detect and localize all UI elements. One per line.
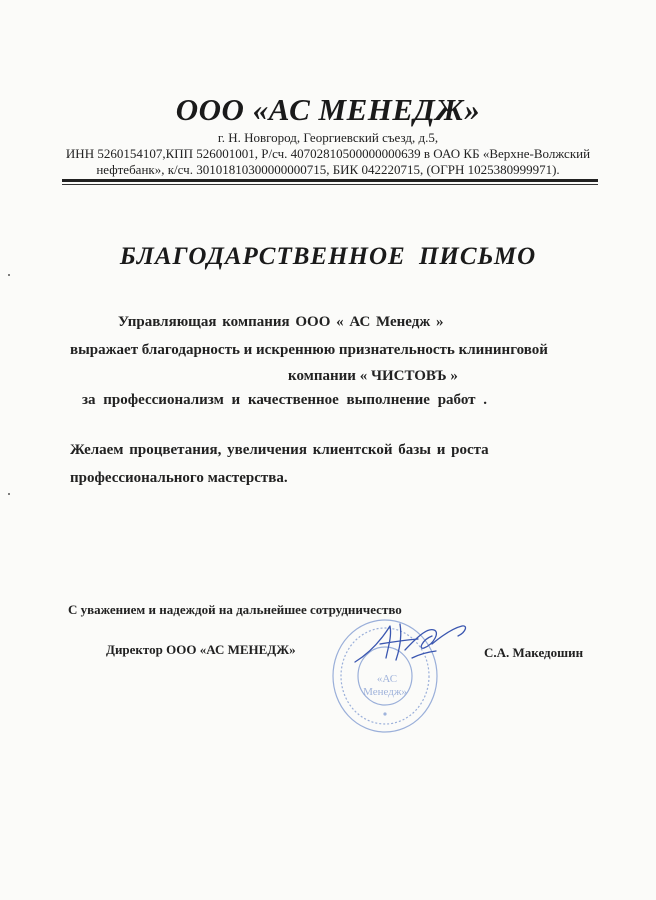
director-signature-icon xyxy=(350,614,480,674)
address-line-1: г. Н. Новгород, Георгиевский съезд, д.5, xyxy=(217,130,439,145)
body-line-2: выражает благодарность и искреннюю признательность клининговой xyxy=(70,342,548,358)
signatory-position: Директор ООО «АС МЕНЕДЖ» xyxy=(106,642,296,657)
address-line-2: ИНН 5260154107,КПП 526001001, Р/сч. 40702810500000000639 в ОАО КБ «Верхне-Волжский xyxy=(65,146,591,161)
body-line-4: за профессионализм и качественное выполнение работ . xyxy=(82,392,488,408)
body-line-3: компании « ЧИСТОВЪ » xyxy=(288,368,458,384)
signatory-name: С.А. Македошин xyxy=(484,645,584,660)
body-line-6: профессионального мастерства. xyxy=(70,470,288,486)
closing-phrase: С уважением и надеждой на дальнейшее сотрудничество xyxy=(68,602,402,617)
svg-text:«АС: «АС xyxy=(376,673,398,685)
svg-text:Менедж»: Менедж» xyxy=(363,686,407,698)
letter-title: БЛАГОДАРСТВЕННОЕ ПИСЬМО xyxy=(119,243,537,270)
scan-speck xyxy=(8,493,10,495)
letterhead-divider-thin xyxy=(62,184,598,185)
body-line-5: Желаем процветания, увеличения клиентской базы и роста xyxy=(70,442,489,458)
scan-speck xyxy=(8,274,10,276)
company-name: ООО «АС МЕНЕДЖ» xyxy=(175,92,481,127)
address-line-3: нефтебанк», к/сч. 30101810300000000715, БИК 042220715, (ОГРН 1025380999971). xyxy=(96,162,560,177)
letterhead-divider-thick xyxy=(62,179,598,182)
body-line-1: Управляющая компания ООО « АС Менедж » xyxy=(118,314,444,330)
